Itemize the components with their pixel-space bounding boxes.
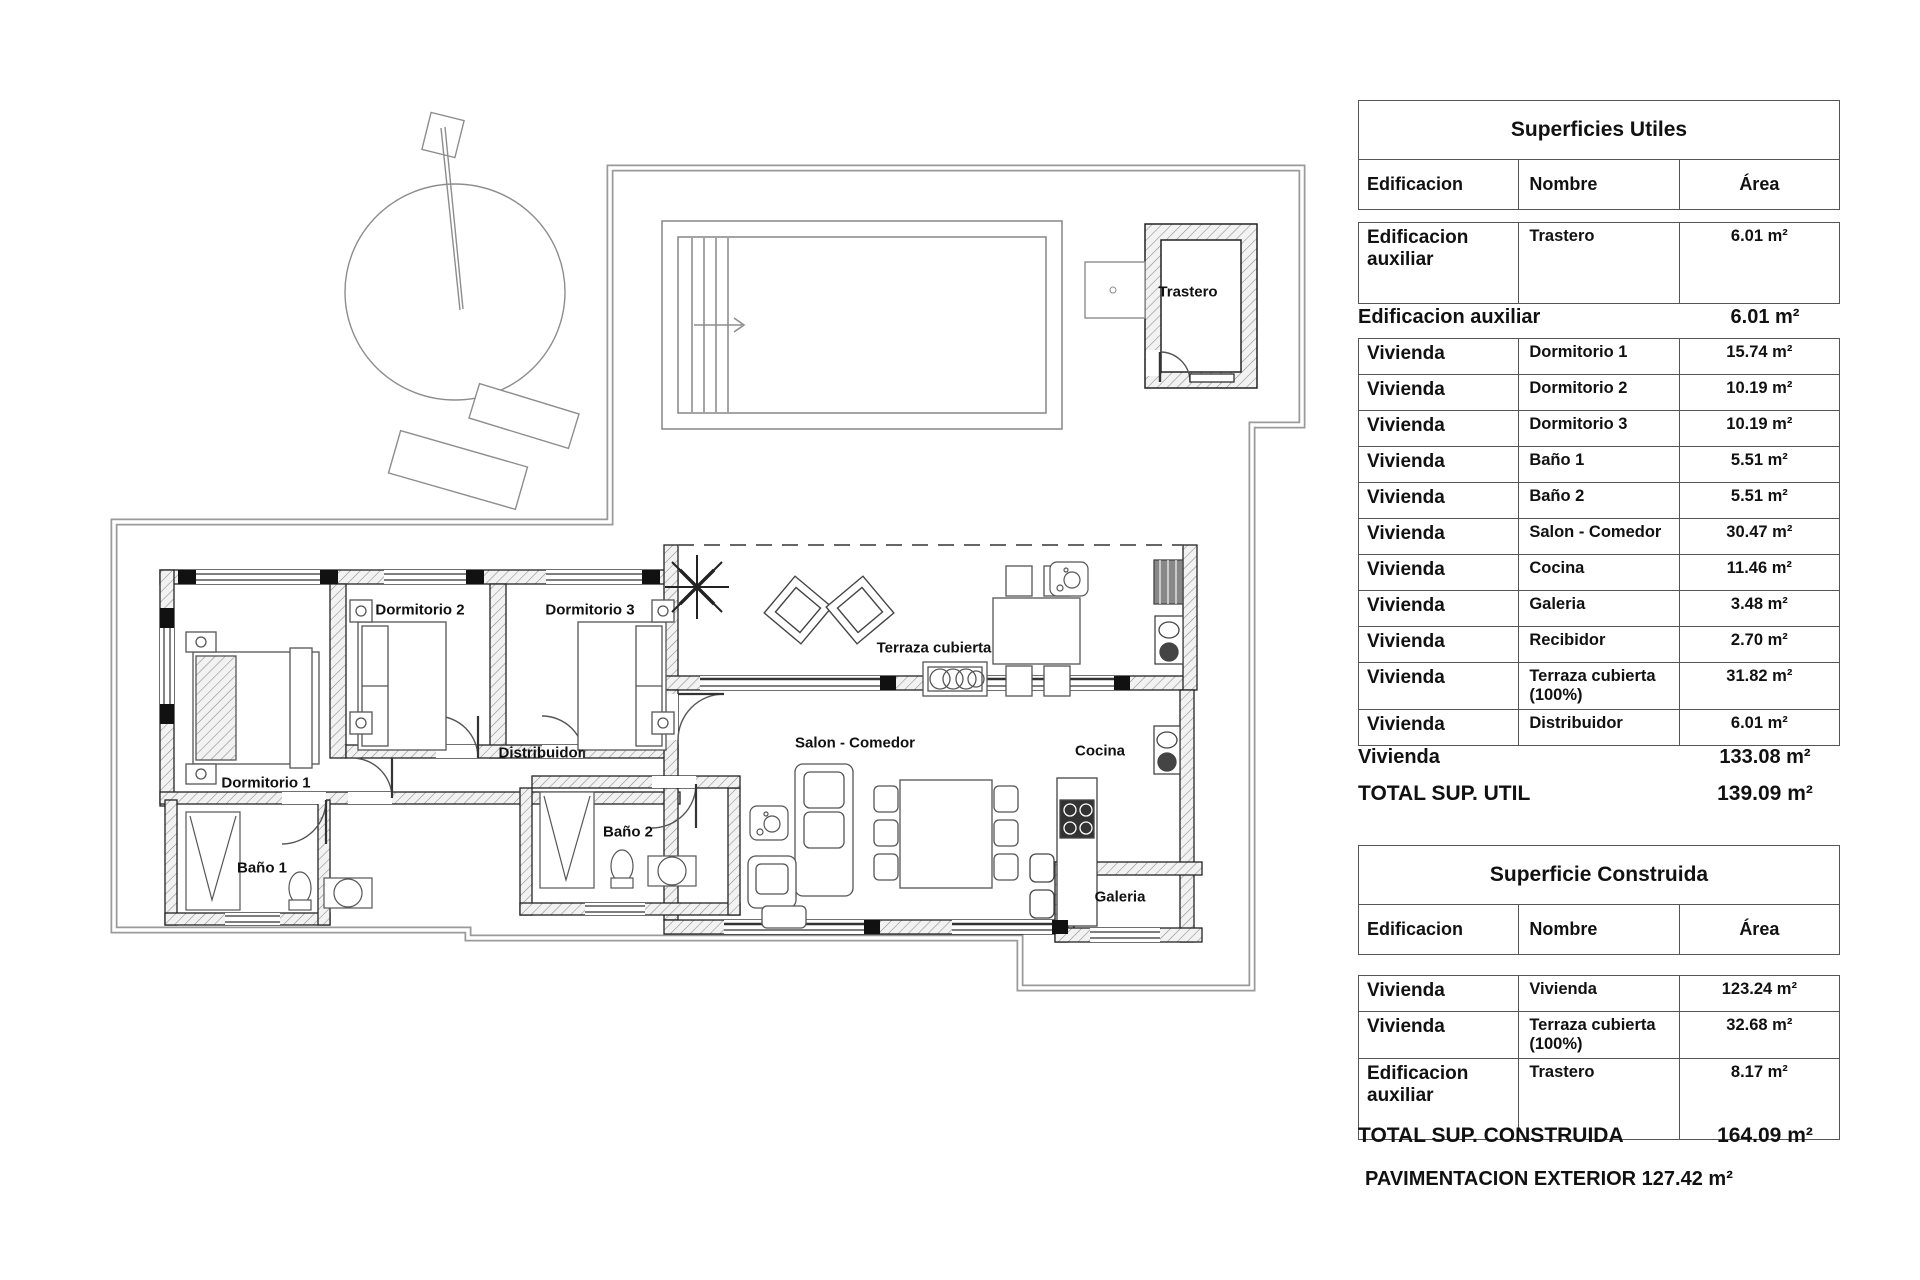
table-superficies-utiles <box>1358 100 1840 210</box>
terraza-counter-sink <box>1154 560 1183 664</box>
trastero-building <box>1085 224 1257 388</box>
subtotal-label: Vivienda <box>1358 746 1440 768</box>
room-label-salon: Salon - Comedor <box>794 734 916 752</box>
table-cell: 11.46 m² <box>1679 555 1839 591</box>
bed-dormitorio-3 <box>578 600 674 750</box>
table-cell: 10.19 m² <box>1679 375 1839 411</box>
table-cell: 31.82 m² <box>1679 663 1839 710</box>
total-label: TOTAL SUP. CONSTRUIDA <box>1358 1124 1624 1147</box>
table-cell: 15.74 m² <box>1679 339 1839 375</box>
table-cell: Vivienda <box>1359 1012 1519 1059</box>
table-cell: 3.48 m² <box>1679 591 1839 627</box>
table-cell: 10.19 m² <box>1679 411 1839 447</box>
construida-col-area: Área <box>1679 905 1839 955</box>
room-label-dormitorio2: Dormitorio 2 <box>375 601 465 619</box>
table-cell: Vivienda <box>1359 519 1519 555</box>
table-cell: 2.70 m² <box>1679 627 1839 663</box>
table-cell: Vivienda <box>1359 976 1519 1012</box>
table-cell: Dormitorio 1 <box>1519 339 1679 375</box>
table-cell: Baño 1 <box>1519 447 1679 483</box>
table-cell: Galeria <box>1519 591 1679 627</box>
table-cell: Vivienda <box>1359 627 1519 663</box>
table-cell: Recibidor <box>1519 627 1679 663</box>
table-cell: Vivienda <box>1359 663 1519 710</box>
plant-icon <box>665 555 729 619</box>
utiles-col-area: Área <box>1679 160 1839 210</box>
table-cell: 5.51 m² <box>1679 447 1839 483</box>
sun-loungers <box>388 384 578 510</box>
kitchen-sink-east <box>1154 726 1180 774</box>
table-cell: Terraza cubierta (100%) <box>1519 663 1679 710</box>
table-cell: Salon - Comedor <box>1519 519 1679 555</box>
sofa <box>748 764 853 928</box>
table-cell: Edificacion auxiliar <box>1359 223 1519 304</box>
subtotal-vivienda <box>1358 746 1840 769</box>
subtotal-label: Edificacion auxiliar <box>1358 306 1541 328</box>
table-cell: Vivienda <box>1519 976 1679 1012</box>
utiles-header-table <box>1358 100 1840 210</box>
table-cell: Edificacion auxiliar <box>1359 1059 1519 1140</box>
table-cell: 6.01 m² <box>1679 710 1839 746</box>
total-label: TOTAL SUP. UTIL <box>1358 782 1531 805</box>
garden-circle <box>345 112 565 400</box>
construida-header-table <box>1358 845 1840 955</box>
table-cell: Cocina <box>1519 555 1679 591</box>
table-cell: Vivienda <box>1359 483 1519 519</box>
table-cell: Vivienda <box>1359 375 1519 411</box>
table-cell: Vivienda <box>1359 447 1519 483</box>
table-cell: Dormitorio 2 <box>1519 375 1679 411</box>
table-cell: Trastero <box>1519 1059 1679 1140</box>
table-cell: 32.68 m² <box>1679 1012 1839 1059</box>
swimming-pool <box>662 221 1062 429</box>
bed-dormitorio-2 <box>350 600 446 750</box>
room-label-dormitorio3: Dormitorio 3 <box>545 601 635 619</box>
subtotal-value: 133.08 m² <box>1719 746 1811 768</box>
table-cell: 123.24 m² <box>1679 976 1839 1012</box>
table-cell: Vivienda <box>1359 591 1519 627</box>
bbq-rings <box>923 662 987 696</box>
table-cell: 5.51 m² <box>1679 483 1839 519</box>
construida-title: Superficie Construida <box>1359 846 1840 905</box>
bed-dormitorio-1 <box>186 632 319 784</box>
table-construida-rows <box>1358 975 1840 1140</box>
total-sup-util <box>1358 782 1840 806</box>
table-cell: Terraza cubierta (100%) <box>1519 1012 1679 1059</box>
table-cell: 6.01 m² <box>1679 223 1839 304</box>
total-value: 164.09 m² <box>1717 1124 1813 1147</box>
table-utiles-aux-row <box>1358 222 1840 304</box>
table-utiles-rows <box>1358 338 1840 746</box>
dining-table-chairs <box>874 780 1018 888</box>
utiles-col-nombre: Nombre <box>1519 160 1679 210</box>
room-label-bano1: Baño 1 <box>236 859 288 877</box>
table-cell: Vivienda <box>1359 339 1519 375</box>
room-label-cocina: Cocina <box>1074 742 1126 760</box>
room-label-terraza: Terraza cubierta <box>876 639 992 657</box>
construida-col-edificacion: Edificacion <box>1359 905 1519 955</box>
table-cell: Distribuidor <box>1519 710 1679 746</box>
table-superficie-construida <box>1358 845 1840 955</box>
total-value: 139.09 m² <box>1717 782 1813 805</box>
table-cell: Baño 2 <box>1519 483 1679 519</box>
total-sup-construida <box>1358 1124 1840 1148</box>
construida-col-nombre: Nombre <box>1519 905 1679 955</box>
table-cell: Vivienda <box>1359 555 1519 591</box>
room-label-galeria: Galeria <box>1094 888 1146 906</box>
table-cell: Vivienda <box>1359 411 1519 447</box>
utiles-title: Superficies Utiles <box>1359 101 1840 160</box>
room-label-trastero: Trastero <box>1158 283 1218 301</box>
table-cell: Dormitorio 3 <box>1519 411 1679 447</box>
subtotal-value: 6.01 m² <box>1730 306 1800 328</box>
terraza-armchairs <box>764 576 894 644</box>
table-cell: 30.47 m² <box>1679 519 1839 555</box>
room-label-distribuidor: Distribuidor <box>498 744 584 762</box>
subtotal-edificacion-auxiliar <box>1358 306 1840 329</box>
table-cell: Vivienda <box>1359 710 1519 746</box>
pavimentacion-note: PAVIMENTACION EXTERIOR 127.42 m² <box>1365 1168 1733 1190</box>
room-label-bano2: Baño 2 <box>602 823 654 841</box>
table-cell: 8.17 m² <box>1679 1059 1839 1140</box>
kitchen-island <box>1030 778 1097 926</box>
room-label-dormitorio1: Dormitorio 1 <box>221 774 311 792</box>
table-cell: Trastero <box>1519 223 1679 304</box>
utiles-col-edificacion: Edificacion <box>1359 160 1519 210</box>
